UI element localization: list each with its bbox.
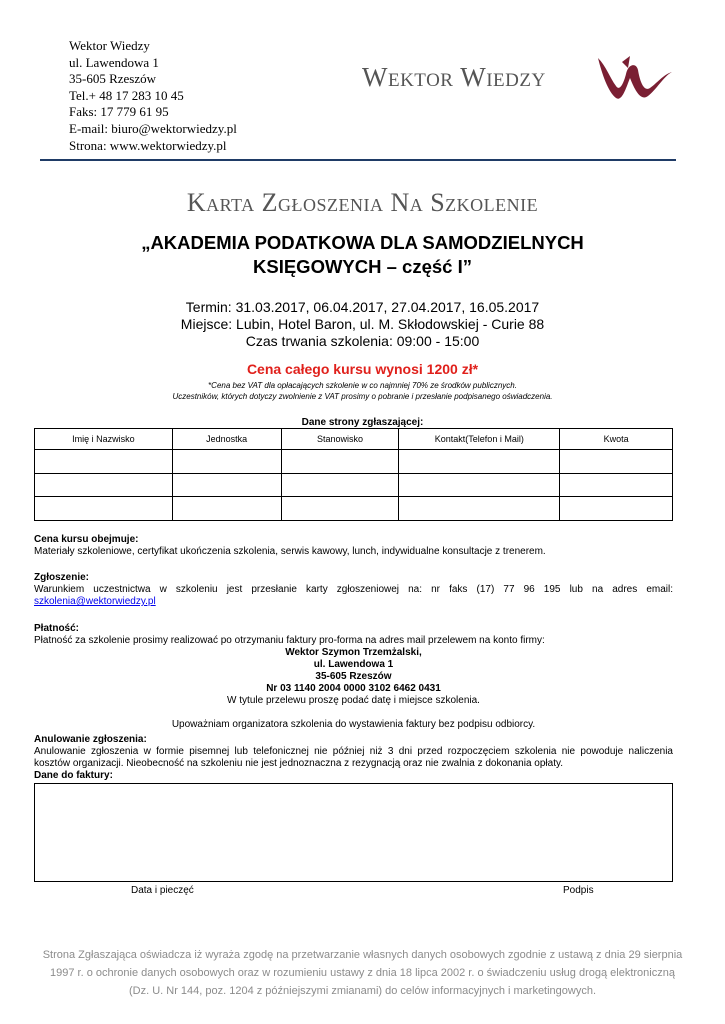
cancellation-heading: Anulowanie zgłoszenia: [34, 734, 147, 745]
table-row [35, 450, 673, 474]
course-title [0, 231, 725, 279]
table-row [35, 497, 673, 521]
contact-cell[interactable] [399, 497, 560, 521]
payment-text: Płatność za szkolenie prosimy realizować po otrzymaniu faktury pro-forma na adres mail przelewem na konto firmy: [34, 635, 545, 646]
course-title-line-2: KSIĘGOWYCH – część I” [253, 256, 472, 277]
signature-label: Podpis [563, 885, 594, 896]
includes-section [34, 534, 673, 558]
column-header-amount: Kwota [560, 429, 673, 450]
registration-heading: Zgłoszenie: [34, 572, 90, 583]
transfer-note: W tytule przelewu proszę podać datę i miejsce szkolenia. [227, 695, 480, 706]
unit-cell[interactable] [172, 450, 281, 474]
company-website: Strona: www.wektorwiedzy.pl [69, 137, 227, 153]
price-note-exemption: Uczestników, których dotyczy zwolnienie z VAT prosimy o pobranie i przesłanie podpisanego oświadczenia. [172, 392, 553, 401]
unit-cell[interactable] [172, 497, 281, 521]
position-cell[interactable] [281, 450, 399, 474]
applicant-heading: Dane strony zgłaszającej: [301, 417, 424, 428]
footer-line-1: Strona Zgłaszająca oświadcza iż wyraża zgodę na przetwarzanie własnych danych osobowych zgodnie z ustawą z dnia 29 sierpnia [42, 949, 683, 961]
course-dates: Termin: 31.03.2017, 06.04.2017, 27.04.2017, 16.05.2017 [185, 299, 540, 315]
form-title: Karta Zgłoszenia Na Szkolenie [186, 188, 539, 217]
price-notes [0, 380, 725, 402]
logo-swoosh-icon [594, 52, 674, 104]
company-street: ul. Lawendowa 1 [69, 54, 159, 70]
position-cell[interactable] [281, 497, 399, 521]
company-city: 35-605 Rzeszów [69, 71, 157, 87]
unit-cell[interactable] [172, 473, 281, 497]
contact-block [69, 38, 237, 154]
course-location: Miejsce: Lubin, Hotel Baron, ul. M. Skłodowskiej - Curie 88 [180, 316, 545, 332]
applicant-table [34, 428, 673, 521]
company-phone: Tel.+ 48 17 283 10 45 [69, 87, 184, 103]
column-header-unit: Jednostka [172, 429, 281, 450]
company-name: Wektor Wiedzy [69, 38, 150, 53]
invoice-data-box[interactable] [34, 783, 673, 882]
registration-text: Warunkiem uczestnictwa w szkoleniu jest przesłanie karty zgłoszeniowej na: nr faks (17) 77 96 195 lub na adres email: [34, 584, 673, 595]
table-row [35, 473, 673, 497]
footer-line-3: (Dz. U. Nr 144, poz. 1204 z późniejszymi zmianami) do celów informacyjnych i marketingowych. [128, 985, 597, 997]
contact-cell[interactable] [399, 473, 560, 497]
amount-cell[interactable] [560, 497, 673, 521]
payment-section [34, 623, 673, 731]
payment-heading: Płatność: [34, 623, 80, 634]
payee-city: 35-605 Rzeszów [315, 671, 392, 682]
payee-street: ul. Lawendowa 1 [313, 659, 394, 670]
position-cell[interactable] [281, 473, 399, 497]
amount-cell[interactable] [560, 473, 673, 497]
contact-cell[interactable] [399, 450, 560, 474]
registration-section [34, 572, 673, 608]
price-note-vat: *Cena bez VAT dla opłacających szkolenie w co najmniej 70% ze środków publicznych. [208, 381, 517, 390]
course-duration: Czas trwania szkolenia: 09:00 - 15:00 [245, 333, 480, 349]
name-cell[interactable] [35, 473, 173, 497]
invoice-heading: Dane do faktury: [34, 770, 113, 781]
bank-account: Nr 03 1140 2004 0000 3102 6462 0431 [266, 683, 441, 694]
invoice-authorization: Upoważniam organizatora szkolenia do wystawienia faktury bez podpisu odbiorcy. [171, 719, 536, 730]
column-header-contact: Kontakt(Telefon i Mail) [399, 429, 560, 450]
company-logo [362, 52, 674, 104]
includes-text: Materiały szkoleniowe, certyfikat ukończenia szkolenia, serwis kawowy, lunch, indywidualne konsultacje z trenerem. [34, 546, 546, 557]
includes-heading: Cena kursu obejmuje: [34, 534, 139, 545]
cancellation-text-line-1: Anulowanie zgłoszenia w formie pisemnej lub telefonicznej nie później niż 3 dni przed rozpoczęciem szkolenia nie powoduje naliczenia [34, 746, 673, 757]
table-header-row [35, 429, 673, 450]
name-cell[interactable] [35, 450, 173, 474]
logo-wordmark: Wektor Wiedzy [362, 62, 546, 92]
company-fax: Faks: 17 779 61 95 [69, 104, 169, 120]
footer-line-2: 1997 r. o ochronie danych osobowych oraz w rozumieniu ustawy z dnia 18 lipca 2002 r. o świadczeniu usług drogą elektroniczną [50, 967, 675, 979]
cancellation-section [34, 734, 673, 782]
course-details [0, 299, 725, 350]
course-title-line-1: „AKADEMIA PODATKOWA DLA SAMODZIELNYCH [141, 232, 584, 253]
gdpr-consent-footer [0, 946, 725, 1000]
name-cell[interactable] [35, 497, 173, 521]
registration-email-link[interactable]: szkolenia@wektorwiedzy.pl [34, 596, 156, 607]
amount-cell[interactable] [560, 450, 673, 474]
column-header-name: Imię i Nazwisko [35, 429, 173, 450]
column-header-position: Stanowisko [281, 429, 399, 450]
course-price: Cena całego kursu wynosi 1200 zł* [246, 361, 479, 377]
payee-name: Wektor Szymon Trzemżalski, [285, 647, 422, 658]
cancellation-text-line-2: kosztów organizacji. Nieobecność na szkoleniu nie jest jednoznaczna z rezygnacją oraz nie zwalnia z dokonania opłaty. [34, 758, 564, 769]
date-stamp-label: Data i pieczęć [131, 885, 194, 896]
header-divider [40, 159, 676, 161]
company-email: E-mail: biuro@wektorwiedzy.pl [69, 120, 237, 136]
